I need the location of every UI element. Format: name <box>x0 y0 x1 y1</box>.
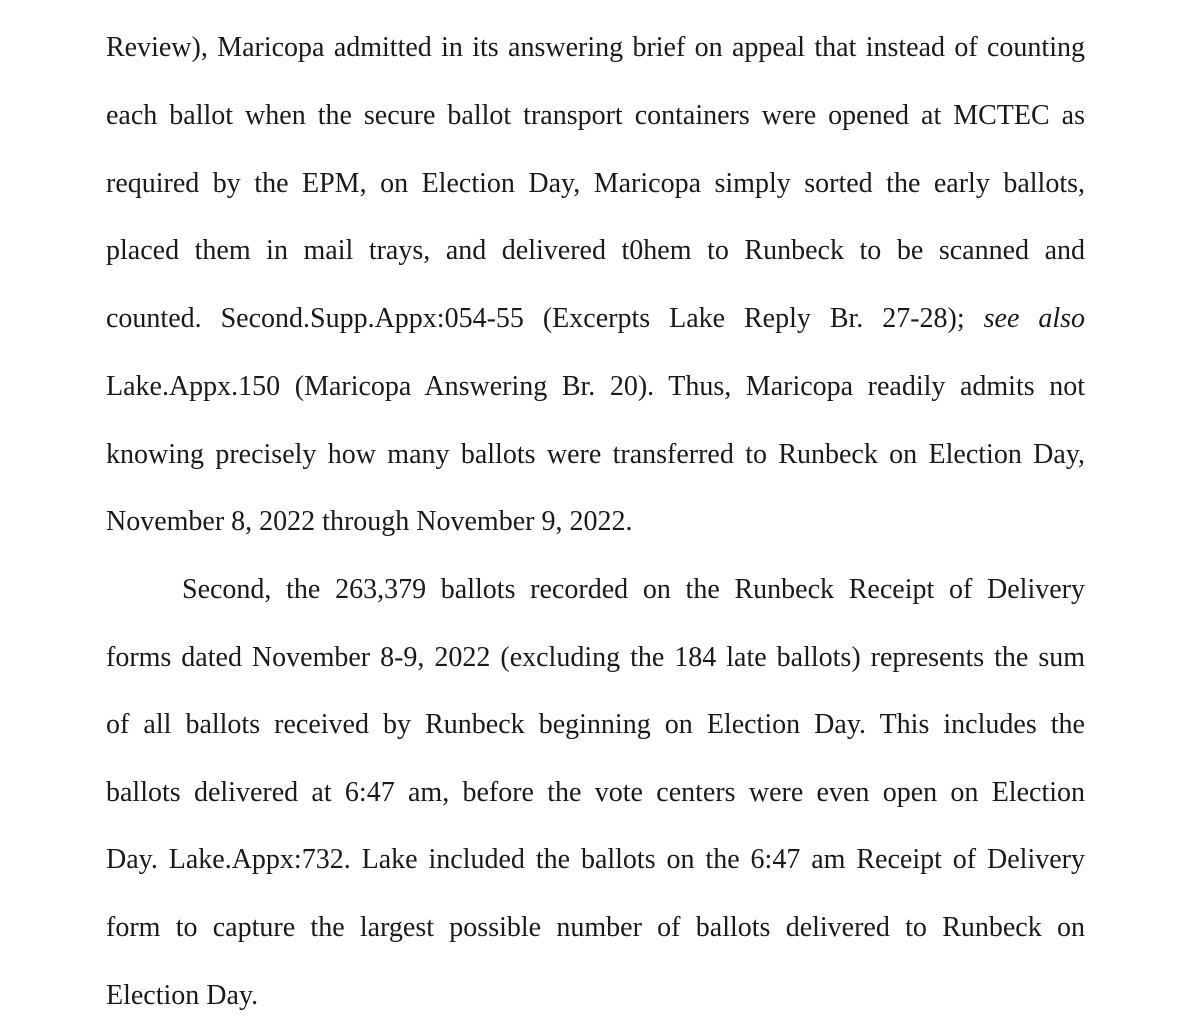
text-line: required by the EPM, on Election Day, Maricopa simply sorted the early ballots, <box>106 168 1085 199</box>
text-line: forms dated November 8-9, 2022 (excluding the 184 late ballots) represents the sum <box>106 642 1085 673</box>
text-line: placed them in mail trays, and delivered t0hem to Runbeck to be scanned and <box>106 235 1085 266</box>
text-segment: counted. Second.Supp.Appx:054-55 (Excerpts Lake Reply Br. 27-28); <box>106 303 965 334</box>
italic-citation-signal: see also <box>983 303 1086 334</box>
text-line: of all ballots received by Runbeck beginning on Election Day. This includes the <box>106 709 1085 740</box>
text-line: Day. Lake.Appx:732. Lake included the ballots on the 6:47 am Receipt of Delivery <box>106 844 1085 875</box>
text-line: ballots delivered at 6:47 am, before the vote centers were even open on Election <box>106 777 1085 808</box>
text-line: Lake.Appx.150 (Maricopa Answering Br. 20). Thus, Maricopa readily admits not <box>106 371 1085 402</box>
text-line: Review), Maricopa admitted in its answering brief on appeal that instead of counting <box>106 32 1085 63</box>
text-line: form to capture the largest possible number of ballots delivered to Runbeck on <box>106 912 1085 943</box>
text-line: Election Day. <box>106 980 259 1011</box>
text-line <box>106 302 1085 336</box>
text-line: each ballot when the secure ballot transport containers were opened at MCTEC as <box>106 100 1085 131</box>
text-line: Second, the 263,379 ballots recorded on the Runbeck Receipt of Delivery <box>182 574 1085 605</box>
text-line: knowing precisely how many ballots were transferred to Runbeck on Election Day, <box>106 439 1085 470</box>
text-line: November 8, 2022 through November 9, 2022. <box>106 506 633 537</box>
